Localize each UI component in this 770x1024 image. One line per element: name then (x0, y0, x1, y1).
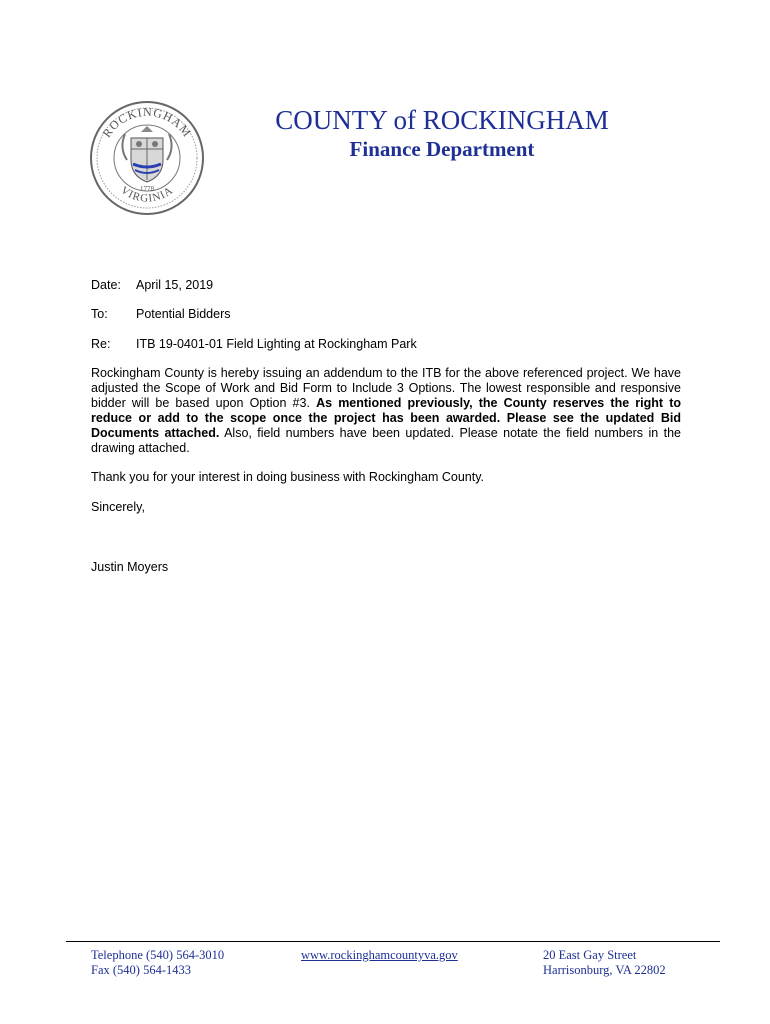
footer-telephone: Telephone (540) 564-3010 (91, 948, 225, 962)
re-label: Re: (91, 337, 111, 351)
signature-name: Justin Moyers (91, 560, 169, 574)
re-value: ITB 19-0401-01 Field Lighting at Rockingham Park (136, 337, 417, 351)
footer-address-line2: Harrisonburg, VA 22802 (543, 963, 666, 977)
thank-you-line: Thank you for your interest in doing business with Rockingham County. (91, 470, 485, 484)
body-text-end: Also, field numbers have been updated. Please notate the field numbers in the drawing attached. (91, 426, 681, 455)
footer-fax: Fax (540) 564-1433 (91, 963, 191, 977)
footer-website-link[interactable]: www.rockinghamcountyva.gov (301, 948, 458, 962)
county-seal (89, 100, 205, 216)
footer-divider (66, 941, 720, 942)
body-paragraph (91, 366, 681, 456)
seal-bottom-text: VIRGINIA (118, 184, 176, 205)
letterhead-title: COUNTY of ROCKINGHAM (275, 105, 609, 135)
letterhead-subtitle: Finance Department (349, 137, 535, 161)
closing: Sincerely, (91, 500, 145, 514)
footer-website-col (301, 948, 458, 963)
date-label: Date: (91, 278, 121, 292)
seal-top-text: ROCKINGHAM (99, 104, 195, 140)
body-text-emphasis: As mentioned previously, the County reserves the right to reduce or add to the scope once the project has been awarded. Please see the updated Bid Documents attached. (91, 396, 682, 440)
body-text-intro: Rockingham County is hereby issuing an addendum to the ITB for the above referenced project. We have adjusted the Scope of Work and Bid Form to Include 3 Options. The lowest responsible and responsive bidder will be based upon Option #3. (91, 366, 681, 410)
footer-address-line1: 20 East Gay Street (543, 948, 637, 962)
date-value: April 15, 2019 (136, 278, 214, 292)
footer-address (543, 948, 666, 978)
to-label: To: (91, 307, 108, 321)
to-value: Potential Bidders (136, 307, 231, 321)
seal-year: 1778 (140, 185, 154, 193)
footer-contact (91, 948, 224, 978)
